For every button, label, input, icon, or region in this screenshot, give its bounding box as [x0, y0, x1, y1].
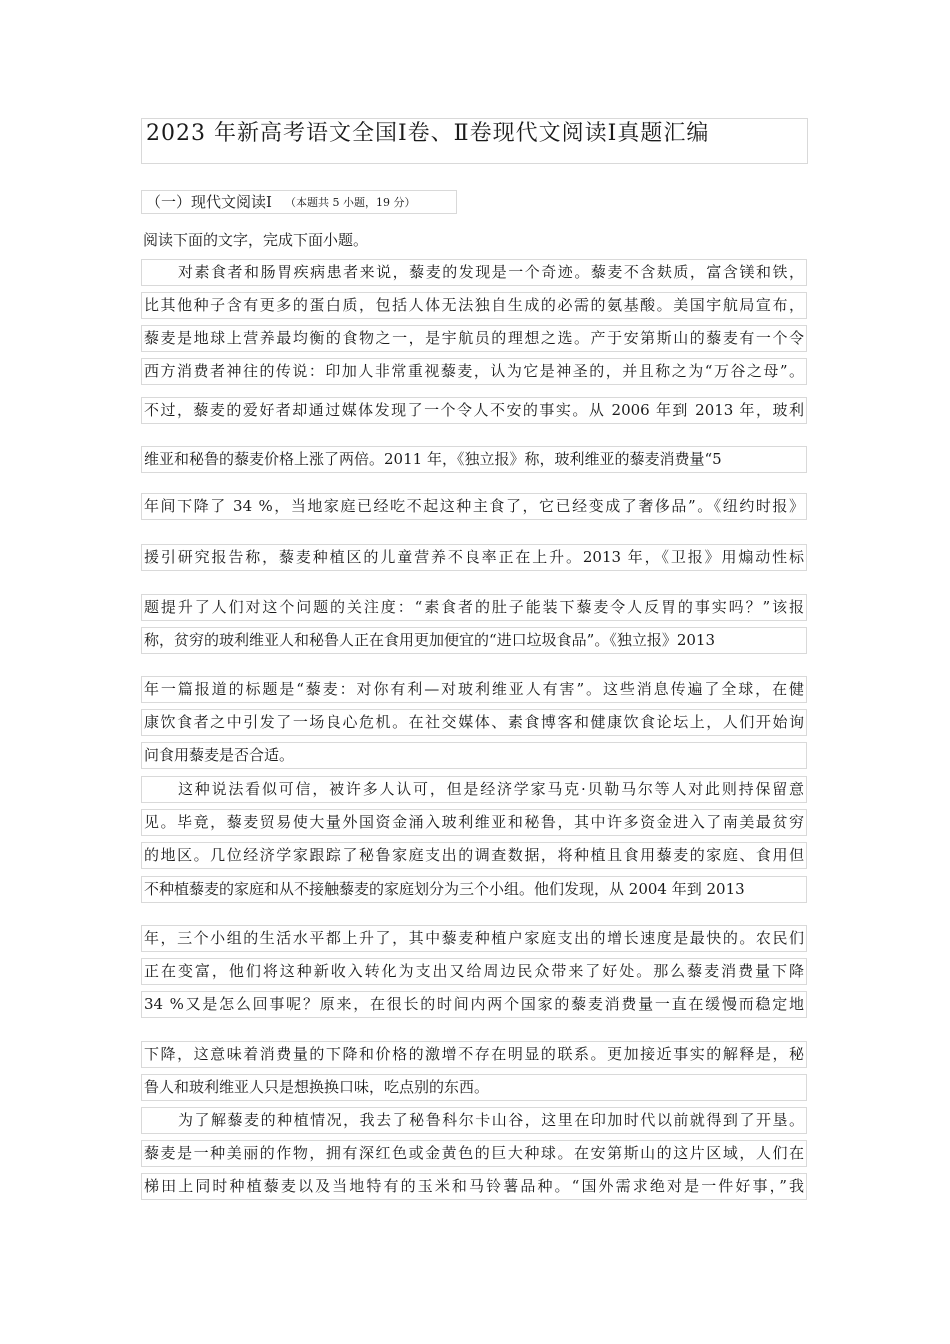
text-line: 年一篇报道的标题是“藜麦：对你有利—对玻利维亚人有害”。这些消息传遍了全球，在健	[141, 676, 807, 703]
text-line: 问食用藜麦是否合适。	[141, 742, 807, 769]
text-line: 34 %又是怎么回事呢？原来，在很长的时间内两个国家的藜麦消费量一直在缓慢而稳定地	[141, 991, 807, 1018]
text-line: 对素食者和肠胃疾病患者来说，藜麦的发现是一个奇迹。藜麦不含麸质，富含镁和铁，	[141, 259, 807, 286]
text-line: 的地区。几位经济学家跟踪了秘鲁家庭支出的调查数据，将种植且食用藜麦的家庭、食用但	[141, 842, 807, 869]
section-note: （本题共 5 小题，19 分）	[285, 196, 416, 209]
text-line: 正在变富，他们将这种新收入转化为支出又给周边民众带来了好处。那么藜麦消费量下降	[141, 958, 807, 985]
section-heading	[141, 190, 457, 214]
text-line: 藜麦是地球上营养最均衡的食物之一，是宇航员的理想之选。产于安第斯山的藜麦有一个令	[141, 325, 807, 352]
text-line: 为了解藜麦的种植情况，我去了秘鲁科尔卡山谷，这里在印加时代以前就得到了开垦。	[141, 1107, 807, 1134]
section-label: （一）现代文阅读Ⅰ	[146, 193, 272, 211]
text-line: 这种说法看似可信，被许多人认可，但是经济学家马克·贝勒马尔等人对此则持保留意	[141, 776, 807, 803]
text-line: 不种植藜麦的家庭和从不接触藜麦的家庭划分为三个小组。他们发现，从 2004 年到 2013	[141, 876, 807, 903]
text-line: 年，三个小组的生活水平都上升了，其中藜麦种植户家庭支出的增长速度是最快的。农民们	[141, 925, 807, 952]
text-line: 维亚和秘鲁的藜麦价格上涨了两倍。2011 年，《独立报》称，玻利维亚的藜麦消费量“5	[141, 446, 807, 473]
text-line: 不过，藜麦的爱好者却通过媒体发现了一个令人不安的事实。从 2006 年到 2013 年，玻利	[141, 397, 807, 424]
title-box	[141, 118, 808, 164]
text-line: 援引研究报告称，藜麦种植区的儿童营养不良率正在上升。2013 年，《卫报》用煽动性标	[141, 544, 807, 571]
text-line: 下降，这意味着消费量的下降和价格的激增不存在明显的联系。更加接近事实的解释是，秘	[141, 1041, 807, 1068]
text-line: 梯田上同时种植藜麦以及当地特有的玉米和马铃薯品种。“国外需求绝对是一件好事，”我	[141, 1173, 807, 1200]
text-line: 题提升了人们对这个问题的关注度：“素食者的肚子能装下藜麦令人反胃的事实吗？”该报	[141, 594, 807, 621]
text-line: 年间下降了 34 %，当地家庭已经吃不起这种主食了，它已经变成了奢侈品”。《纽约时报》	[141, 493, 807, 520]
instruction-line: 阅读下面的文字，完成下面小题。	[143, 231, 369, 249]
text-line: 藜麦是一种美丽的作物，拥有深红色或金黄色的巨大种球。在安第斯山的这片区域，人们在	[141, 1140, 807, 1167]
text-line: 康饮食者之中引发了一场良心危机。在社交媒体、素食博客和健康饮食论坛上，人们开始询	[141, 709, 807, 736]
text-line: 见。毕竟，藜麦贸易使大量外国资金涌入玻利维亚和秘鲁，其中许多资金进入了南美最贫穷	[141, 809, 807, 836]
text-line: 比其他种子含有更多的蛋白质，包括人体无法独自生成的必需的氨基酸。美国宇航局宣布，	[141, 292, 807, 319]
page-title: 2023 年新高考语文全国Ⅰ卷、Ⅱ卷现代文阅读Ⅰ真题汇编	[146, 121, 710, 146]
text-line: 鲁人和玻利维亚人只是想换换口味，吃点别的东西。	[141, 1074, 807, 1101]
text-line: 西方消费者神往的传说：印加人非常重视藜麦，认为它是神圣的，并且称之为“万谷之母”。	[141, 358, 807, 385]
text-line: 称，贫穷的玻利维亚人和秘鲁人正在食用更加便宜的“进口垃圾食品”。《独立报》2013	[141, 627, 807, 654]
